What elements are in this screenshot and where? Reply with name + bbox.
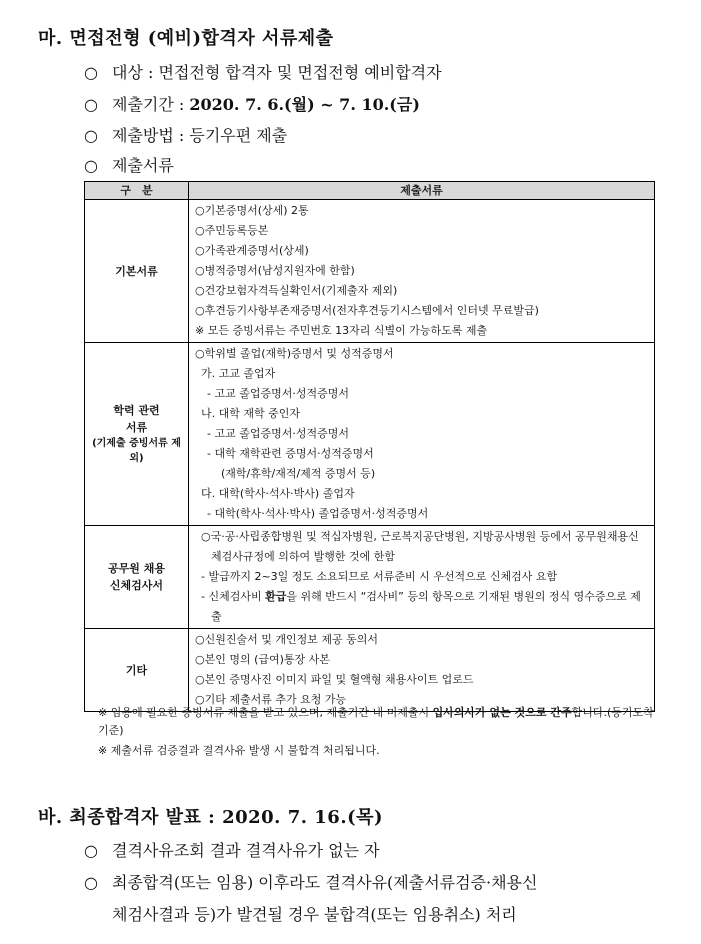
- table-header-row: [85, 182, 655, 200]
- doc-subitem-detail: (재학/휴학/재적/제적 증명서 등): [221, 467, 376, 480]
- bullet-label: 제출기간 :: [112, 95, 190, 114]
- doc-item: ○학위별 졸업(재학)증명서 및 성적증명서: [195, 347, 394, 360]
- bullet-target: [84, 60, 442, 83]
- doc-item: ○주민등록등본: [195, 224, 269, 237]
- doc-subitem: - 대학 재학관련 증명서·성적증명서: [207, 447, 374, 460]
- documents-table: [84, 181, 655, 712]
- docs-cell: [189, 343, 655, 526]
- note-text: 합니다.(등기도착기준): [98, 706, 654, 737]
- table-row-medical: [85, 526, 655, 629]
- doc-subitem: [195, 587, 648, 627]
- bullet-value: 최종합격(또는 임용) 이후라도 결격사유(제출서류검증·채용신: [112, 873, 538, 892]
- doc-item: ○본인 명의 (급여)통장 사본: [195, 653, 330, 666]
- category-label: 기타: [125, 663, 148, 677]
- doc-item: ○병적증명서(남성지원자에 한함): [195, 264, 355, 277]
- docs-cell: [189, 629, 655, 712]
- category-cell: [85, 200, 189, 343]
- category-note: (기제출 증빙서류 제외): [92, 438, 181, 464]
- category-label: 기본서류: [115, 264, 158, 278]
- doc-subitem: - 대학(학사·석사·박사) 졸업증명서·성적증명서: [207, 507, 429, 520]
- circle-bullet-icon: ○: [84, 126, 98, 145]
- category-label: 학력 관련: [113, 404, 160, 417]
- bullet-label: 제출방법 :: [112, 126, 190, 145]
- doc-subitem: - 발급까지 2~3일 정도 소요되므로 서류준비 시 우선적으로 신체검사 요함: [201, 570, 558, 583]
- doc-subheading: 가. 고교 졸업자: [201, 367, 276, 380]
- bullet-label: 제출서류: [112, 156, 174, 175]
- category-cell: [85, 526, 189, 629]
- section-heading-ma: 마. 면접전형 (예비)합격자 서류제출: [38, 28, 334, 49]
- bullet-value: 2020. 7. 6.(월) ~ 7. 10.(금): [189, 95, 420, 114]
- doc-subitem-emphasis: 환급: [265, 590, 287, 603]
- header-category: 구 분: [85, 182, 189, 200]
- doc-item: ○본인 증명사진 이미지 파일 및 혈액형 채용사이트 업로드: [195, 673, 474, 686]
- category-label: 서류: [125, 421, 148, 434]
- note-submission: [98, 704, 658, 740]
- docs-cell: [189, 200, 655, 343]
- doc-subitem-text: - 신체검사비: [201, 590, 266, 603]
- circle-bullet-icon: ○: [84, 63, 98, 82]
- doc-subheading: 나. 대학 재학 중인자: [201, 407, 300, 420]
- category-label: 공무원 채용: [108, 562, 165, 575]
- doc-item: ○건강보험자격득실확인서(기제출자 제외): [195, 284, 398, 297]
- table-row-other: [85, 629, 655, 712]
- category-cell: [85, 629, 189, 712]
- bullet-documents: [84, 153, 174, 176]
- bullet-value: 면접전형 합격자 및 면접전형 예비합격자: [158, 63, 442, 82]
- bullet-period: [84, 92, 420, 115]
- circle-bullet-icon: ○: [84, 873, 98, 892]
- note-text: ※ 임용에 필요한 증빙서류 제출을 받고 있으며, 제출기간 내 미제출시: [98, 706, 433, 719]
- note-verification: ※ 제출서류 검증결과 결격사유 발생 시 불합격 처리됩니다.: [98, 744, 380, 757]
- bullet-value: 등기우편 제출: [189, 126, 288, 145]
- note-emphasis: 입사의사가 없는 것으로 간주: [432, 706, 572, 719]
- circle-bullet-icon: ○: [84, 156, 98, 175]
- circle-bullet-icon: ○: [84, 841, 98, 860]
- bullet-label: 대상 :: [112, 63, 159, 82]
- table-row-education: [85, 343, 655, 526]
- doc-item: ○후견등기사항부존재증명서(전자후견등기시스템에서 인터넷 무료발급): [195, 304, 539, 317]
- doc-subitem-text: 을 위해 반드시 “검사비” 등의 항목으로 기재된 병원의 정식 영수증으로 제출: [211, 590, 641, 623]
- bullet-final-2: [84, 870, 537, 893]
- docs-cell: [189, 526, 655, 629]
- bullet-final-1: [84, 838, 380, 861]
- category-cell: [85, 343, 189, 526]
- bullet-value: 결격사유조회 결과 결격사유가 없는 자: [112, 841, 380, 860]
- doc-subitem: - 고교 졸업증명서·성적증명서: [207, 387, 349, 400]
- doc-item: ○신원진술서 및 개인정보 제공 동의서: [195, 633, 378, 646]
- circle-bullet-icon: ○: [84, 95, 98, 114]
- bullet-method: [84, 123, 287, 146]
- section-heading-ba: 바. 최종합격자 발표 : 2020. 7. 16.(목): [38, 807, 384, 828]
- doc-subitem: - 고교 졸업증명서·성적증명서: [207, 427, 349, 440]
- doc-item: ○기타 제출서류 추가 요청 가능: [195, 693, 347, 706]
- doc-item: ○국·공·사립종합병원 및 적십자병원, 근로복지공단병원, 지방공사병원 등에서 공무원채용신체검사규정에 의하여 발행한 것에 한함: [201, 530, 639, 563]
- doc-item: ○기본증명서(상세) 2통: [195, 204, 309, 217]
- doc-subheading: 다. 대학(학사·석사·박사) 졸업자: [201, 487, 355, 500]
- header-docs: 제출서류: [189, 182, 655, 200]
- category-label: 신체검사서: [109, 579, 164, 592]
- doc-item: ○가족관계증명서(상세): [195, 244, 309, 257]
- table-row-basic: [85, 200, 655, 343]
- doc-note: ※ 모든 증빙서류는 주민번호 13자리 식별이 가능하도록 제출: [195, 324, 488, 337]
- bullet-final-2-cont: 체검사결과 등)가 발견될 경우 불합격(또는 임용취소) 처리: [112, 905, 517, 924]
